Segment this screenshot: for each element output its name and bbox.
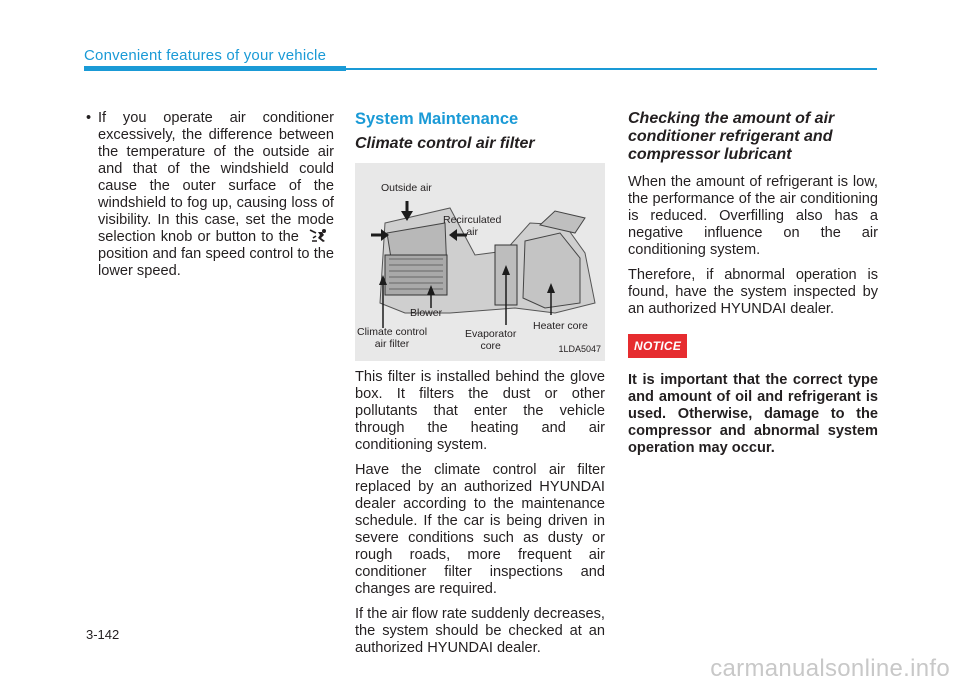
- paragraph: When the amount of refrigerant is low, the performance of the air conditioning is reduced. Overfilling also has a negative influence on the air conditioning system.: [628, 174, 878, 258]
- label-heater-core: Heater core: [533, 320, 588, 332]
- column-right: [628, 110, 878, 465]
- paragraph: Have the climate control air filter replaced by an authorized HYUNDAI dealer according to the maintenance schedule. If the car is being driven in severe conditions such as dusty or rough roads, more frequent air conditioner filter inspections and changes are required.: [355, 462, 605, 597]
- bullet-text-after-icon: position and fan speed control to the lower speed.: [98, 246, 334, 279]
- notice-text: It is important that the correct type and amount of oil and refrigerant is used. Otherwise, damage to the compressor and abnormal system operation may occur.: [628, 372, 878, 456]
- label-evaporator-core: Evaporator core: [465, 328, 517, 352]
- section-header-title: Convenient features of your vehicle: [84, 47, 327, 64]
- air-filter-diagram: [355, 163, 605, 361]
- figure-code: 1LDA5047: [558, 344, 601, 354]
- label-outside-air: Outside air: [381, 182, 432, 194]
- notice-badge: NOTICE: [628, 334, 687, 358]
- floor-defrost-mode-icon: [304, 229, 334, 243]
- bullet-item: [86, 110, 334, 280]
- bullet-text-before-icon: If you operate air conditioner excessively, the difference between the temperature of the outside air and that of the windshield could cause the outer surface of the windshield to fog up, causing loss of visibility. In this case, set the mode selection knob or button to the: [98, 110, 334, 245]
- bullet-dot: •: [86, 110, 92, 126]
- watermark: carmanualsonline.info: [710, 655, 950, 682]
- label-blower: Blower: [410, 307, 443, 319]
- column-middle: [355, 110, 605, 665]
- sub-title: Checking the amount of air conditioner refrigerant and compressor lubricant: [628, 110, 835, 163]
- label-climate-control-filter: Climate control air filter: [357, 326, 428, 350]
- section-title: System Maintenance: [355, 110, 519, 128]
- page-number: 3-142: [86, 627, 120, 642]
- header-rule-thin: [346, 68, 877, 70]
- paragraph: If the air flow rate suddenly decreases, the system should be checked at an authorized HYUNDAI dealer.: [355, 606, 605, 656]
- paragraph: Therefore, if abnormal operation is found, have the system inspected by an authorized HYUNDAI dealer.: [628, 267, 878, 317]
- header-rule-thick: [84, 66, 346, 71]
- label-recirculated-air: Recirculated air: [443, 214, 502, 238]
- paragraph: This filter is installed behind the glove box. It filters the dust or other pollutants that enter the vehicle through the heating and air conditioning system.: [355, 369, 605, 453]
- sub-title: Climate control air filter: [355, 135, 535, 152]
- column-left: [86, 110, 334, 280]
